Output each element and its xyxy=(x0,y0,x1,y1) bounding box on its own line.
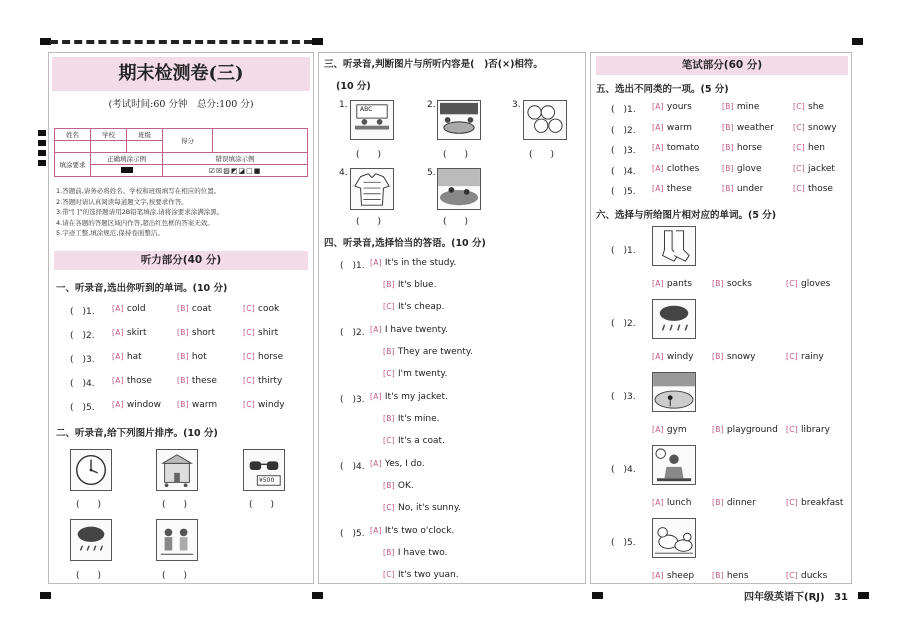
picture-number: 2. xyxy=(427,100,436,110)
option-text: weather xyxy=(736,122,774,133)
option-text: Yes, I do. xyxy=(384,459,425,469)
answer-option[interactable] xyxy=(243,304,279,314)
side-marks xyxy=(38,130,48,166)
option-text: dinner xyxy=(726,498,756,508)
answer-option[interactable] xyxy=(652,184,692,194)
option-text: skirt xyxy=(126,328,147,338)
answer-blank[interactable]: ( )2. xyxy=(340,328,365,338)
answer-option[interactable] xyxy=(383,302,445,312)
answer-blank[interactable]: ( )1. xyxy=(611,105,636,115)
option-letter: [C] xyxy=(383,570,395,579)
answer-blank[interactable]: ( )2. xyxy=(70,331,95,341)
class-field[interactable] xyxy=(127,141,163,153)
answer-option[interactable] xyxy=(112,352,142,362)
option-letter: [B] xyxy=(712,498,724,507)
option-text: mine xyxy=(736,102,760,112)
option-letter: [A] xyxy=(652,279,664,288)
option-text: playground xyxy=(726,425,778,435)
option-text: sheep xyxy=(666,571,695,581)
option-letter: [B] xyxy=(383,414,395,423)
answer-option[interactable] xyxy=(786,352,824,362)
answer-option[interactable] xyxy=(786,498,843,508)
option-text: windy xyxy=(258,400,285,410)
section-1-title: 一、听录音,选出你听到的单词。(10 分) xyxy=(56,283,228,294)
option-letter: [B] xyxy=(722,143,734,152)
option-letter: [B] xyxy=(177,400,189,409)
wrong-example-label: 错误填涂示例 xyxy=(163,153,308,165)
picture-number: 4. xyxy=(339,168,348,178)
answer-blank[interactable]: ( ) xyxy=(443,150,469,160)
option-letter: [C] xyxy=(383,302,395,311)
answer-blank[interactable]: ( )4. xyxy=(611,465,636,475)
option-text: window xyxy=(126,400,162,410)
option-text: clothes xyxy=(666,163,700,174)
answer-option[interactable] xyxy=(177,376,217,386)
dinner-table-picture xyxy=(437,100,481,140)
registration-mark xyxy=(312,38,323,45)
page-number: 31 xyxy=(834,592,848,603)
answer-option[interactable] xyxy=(383,481,414,491)
answer-option[interactable] xyxy=(177,304,211,314)
answer-option[interactable] xyxy=(243,328,278,338)
page-footer xyxy=(744,588,848,603)
answer-option[interactable] xyxy=(793,123,837,133)
option-text: OK. xyxy=(397,481,414,491)
option-text: thirty xyxy=(258,376,283,386)
socks-picture xyxy=(652,226,696,266)
option-letter: [B] xyxy=(383,280,395,289)
answer-option[interactable] xyxy=(370,392,448,402)
correct-fill-swatch xyxy=(121,167,133,173)
instruction-item: 4.请在各题的答题区域内作答,超出红色框的答案无效。 xyxy=(56,218,214,227)
answer-option[interactable] xyxy=(370,526,454,536)
option-text: coat xyxy=(191,304,212,314)
answer-blank[interactable]: ( ) xyxy=(162,571,188,581)
instruction-item: 5.字迹工整,填涂规范,保持卷面整洁。 xyxy=(56,229,164,237)
answer-option[interactable] xyxy=(722,143,762,153)
answer-blank[interactable]: ( )1. xyxy=(70,307,95,317)
option-letter: [A] xyxy=(652,425,664,434)
option-letter: [B] xyxy=(383,347,395,356)
option-text: rainy xyxy=(801,352,824,362)
option-text: It's two yuan. xyxy=(398,570,459,580)
name-label: 姓名 xyxy=(55,129,91,141)
answer-option[interactable] xyxy=(112,304,146,314)
fill-requirement-label: 填涂要求 xyxy=(55,153,91,177)
answer-blank[interactable]: ( )1. xyxy=(340,261,365,271)
answer-blank[interactable]: ( ) xyxy=(529,150,555,160)
answer-option[interactable] xyxy=(652,498,691,508)
option-letter: [A] xyxy=(112,376,124,385)
breakfast-picture xyxy=(652,445,696,485)
exam-time: (考试时间:60 分钟 总分:100 分) xyxy=(108,99,254,110)
option-letter: [C] xyxy=(243,328,255,337)
answer-option[interactable] xyxy=(243,376,282,386)
option-letter: [B] xyxy=(712,571,724,580)
option-letter: [B] xyxy=(722,102,734,111)
picture-number: 1. xyxy=(339,100,348,110)
answer-option[interactable] xyxy=(652,123,692,133)
instructions xyxy=(56,186,306,239)
listening-section-header: 听力部分(40 分) xyxy=(54,251,308,270)
answer-option[interactable] xyxy=(712,498,756,508)
answer-blank[interactable]: ( )4. xyxy=(70,379,95,389)
answer-option[interactable] xyxy=(383,548,447,558)
option-text: windy xyxy=(666,352,694,362)
answer-option[interactable] xyxy=(793,164,835,174)
option-letter: [C] xyxy=(243,304,255,313)
school-label: 学校 xyxy=(91,129,127,141)
option-text: They are twenty. xyxy=(397,347,473,357)
option-text: hat xyxy=(126,352,142,362)
page-title: 期末检测卷(三) xyxy=(52,57,310,91)
option-text: horse xyxy=(258,352,284,362)
blackboard-text: ABC xyxy=(360,106,373,113)
option-letter: [B] xyxy=(722,184,734,193)
answer-option[interactable] xyxy=(793,184,833,194)
option-text: cold xyxy=(126,304,146,314)
answer-option[interactable] xyxy=(370,459,425,469)
option-letter: [A] xyxy=(370,325,382,334)
option-text: It's cheap. xyxy=(398,302,445,312)
wrong-fill-swatches: ☑☒▨◩◪□■ xyxy=(208,166,262,175)
registration-mark xyxy=(40,592,51,599)
writing-section-header: 笔试部分(60 分) xyxy=(596,56,848,75)
score-label: 得分 xyxy=(163,129,213,153)
rain-cloud-picture xyxy=(652,299,696,339)
option-letter: [B] xyxy=(383,548,395,557)
answer-blank[interactable]: ( ) xyxy=(249,500,275,510)
option-letter: [A] xyxy=(112,352,124,361)
clock-picture xyxy=(70,449,112,491)
option-text: hot xyxy=(191,352,207,362)
option-text: It's two o'clock. xyxy=(384,526,455,536)
answer-option[interactable] xyxy=(370,258,456,268)
answer-blank[interactable]: ( ) xyxy=(162,500,188,510)
option-letter: [A] xyxy=(370,459,382,468)
option-text: I'm twenty. xyxy=(398,369,448,379)
answer-blank[interactable]: ( )2. xyxy=(611,125,636,136)
answer-blank[interactable]: ( )3. xyxy=(611,392,636,402)
answer-option[interactable] xyxy=(112,400,161,410)
ducks-picture xyxy=(652,518,696,558)
option-letter: [C] xyxy=(793,163,805,173)
option-letter: [A] xyxy=(370,258,382,267)
option-text: gym xyxy=(666,425,687,435)
option-letter: [C] xyxy=(243,352,255,361)
option-letter: [A] xyxy=(112,304,124,313)
answer-option[interactable] xyxy=(652,164,699,174)
answer-blank[interactable]: ( ) xyxy=(356,217,382,227)
answer-option[interactable] xyxy=(383,347,473,357)
children-scene-picture xyxy=(156,519,198,561)
answer-option[interactable] xyxy=(177,328,215,338)
option-text: No, it's sunny. xyxy=(398,503,461,513)
registration-mark xyxy=(312,592,323,599)
option-text: warm xyxy=(191,400,218,410)
answer-option[interactable] xyxy=(786,571,827,581)
option-letter: [A] xyxy=(370,526,382,535)
option-text: It's a coat. xyxy=(398,436,445,446)
option-text: hen xyxy=(808,143,825,153)
answer-option[interactable] xyxy=(722,184,763,194)
option-text: these xyxy=(191,376,217,386)
option-text: shirt xyxy=(258,328,279,338)
option-text: I have two. xyxy=(397,548,448,558)
answer-option[interactable] xyxy=(652,571,694,581)
option-letter: [B] xyxy=(383,481,395,490)
option-text: under xyxy=(736,184,764,194)
answer-option[interactable] xyxy=(712,279,752,289)
option-text: tomato xyxy=(666,143,700,153)
answer-option[interactable] xyxy=(652,425,687,435)
option-letter: [A] xyxy=(652,498,664,507)
farm-scene-picture xyxy=(156,449,198,491)
option-text: warm xyxy=(666,122,693,133)
option-letter: [A] xyxy=(652,163,664,173)
classroom-picture xyxy=(350,100,394,140)
option-letter: [A] xyxy=(370,392,382,401)
option-letter: [B] xyxy=(177,328,189,337)
option-text: ducks xyxy=(801,571,828,581)
registration-mark xyxy=(592,592,603,599)
picture-number: 3. xyxy=(512,100,521,110)
option-text: hens xyxy=(726,571,749,581)
answer-option[interactable] xyxy=(722,164,762,174)
option-letter: [B] xyxy=(722,122,734,132)
correct-example-label: 正确填涂示例 xyxy=(91,153,163,165)
answer-blank[interactable]: ( ) xyxy=(443,217,469,227)
playground-picture xyxy=(437,168,481,210)
answer-blank[interactable]: ( ) xyxy=(76,571,102,581)
name-field[interactable] xyxy=(55,141,91,153)
option-letter: [B] xyxy=(712,352,724,361)
option-letter: [A] xyxy=(652,102,664,111)
option-letter: [B] xyxy=(722,163,734,173)
sweater-picture xyxy=(350,168,394,210)
answer-option[interactable] xyxy=(786,425,830,435)
answer-option[interactable] xyxy=(722,123,774,133)
answer-option[interactable] xyxy=(722,102,759,112)
option-letter: [B] xyxy=(712,425,724,434)
answer-option[interactable] xyxy=(177,400,217,410)
option-letter: [A] xyxy=(652,571,664,580)
answer-blank[interactable]: ( ) xyxy=(356,150,382,160)
option-text: jacket xyxy=(808,163,835,174)
option-text: horse xyxy=(736,143,763,153)
option-text: It's blue. xyxy=(397,280,437,290)
picture-number: 5. xyxy=(427,168,436,178)
section-5-title: 五、选出不同类的一项。(5 分) xyxy=(596,84,729,95)
section-6-title: 六、选择与所给图片相对应的单词。(5 分) xyxy=(596,210,777,221)
option-text: snowy xyxy=(726,352,756,362)
section-3-score: (10 分) xyxy=(336,81,371,92)
tear-line xyxy=(50,40,312,44)
instruction-item: 2.答题时请认真阅读每道题文字,按要求作答。 xyxy=(56,197,188,206)
option-text: I have twenty. xyxy=(384,325,448,335)
option-text: those xyxy=(808,184,833,194)
option-letter: [B] xyxy=(177,352,189,361)
answer-option[interactable] xyxy=(383,436,445,446)
option-text: library xyxy=(801,425,830,435)
section-2-title: 二、听录音,给下列图片排序。(10 分) xyxy=(56,428,218,439)
option-text: those xyxy=(126,376,152,386)
option-letter: [A] xyxy=(112,328,124,337)
answer-option[interactable] xyxy=(652,102,692,112)
answer-option[interactable] xyxy=(383,369,447,379)
answer-blank[interactable]: ( )4. xyxy=(611,166,636,177)
playground-track-picture xyxy=(652,372,696,412)
option-text: lunch xyxy=(666,498,692,508)
instruction-item: 1.答题前,请务必将姓名、学校和班级填写在相应的位置。 xyxy=(56,187,221,195)
option-letter: [B] xyxy=(177,376,189,385)
option-letter: [C] xyxy=(786,279,798,288)
option-letter: [C] xyxy=(793,184,805,193)
answer-blank[interactable]: ( )5. xyxy=(70,403,95,413)
option-letter: [C] xyxy=(793,122,805,132)
answer-option[interactable] xyxy=(177,352,207,362)
option-text: yours xyxy=(666,102,692,112)
answer-option[interactable] xyxy=(243,352,283,362)
answer-option[interactable] xyxy=(652,279,692,289)
option-text: breakfast xyxy=(801,498,844,508)
answer-option[interactable] xyxy=(383,414,439,424)
option-letter: [A] xyxy=(652,184,664,193)
option-text: socks xyxy=(726,279,752,289)
answer-option[interactable] xyxy=(112,328,147,338)
option-letter: [C] xyxy=(786,425,798,434)
answer-option[interactable] xyxy=(652,352,694,362)
option-text: It's in the study. xyxy=(384,258,457,268)
option-text: It's mine. xyxy=(397,414,440,424)
class-label: 班级 xyxy=(127,129,163,141)
answer-option[interactable] xyxy=(793,102,824,112)
answer-blank[interactable]: ( )3. xyxy=(340,395,365,405)
option-letter: [A] xyxy=(652,352,664,361)
option-letter: [B] xyxy=(712,279,724,288)
option-letter: [C] xyxy=(383,436,395,445)
answer-option[interactable] xyxy=(112,376,152,386)
answer-blank[interactable]: ( )5. xyxy=(611,187,636,197)
option-letter: [C] xyxy=(243,400,255,409)
price-tag: ¥500 xyxy=(259,477,275,484)
answer-option[interactable] xyxy=(652,143,699,153)
option-letter: [C] xyxy=(243,376,255,385)
score-field[interactable] xyxy=(213,129,308,153)
option-text: glove xyxy=(736,163,762,174)
registration-mark xyxy=(852,38,863,45)
option-text: snowy xyxy=(808,122,837,133)
answer-blank[interactable]: ( )5. xyxy=(340,529,365,539)
answer-option[interactable] xyxy=(712,425,778,435)
answer-blank[interactable]: ( )3. xyxy=(611,146,636,156)
answer-option[interactable] xyxy=(370,325,448,335)
option-text: these xyxy=(666,184,692,194)
rainy-cloud-picture xyxy=(70,519,112,561)
answer-blank[interactable]: ( )1. xyxy=(611,246,636,256)
answer-option[interactable] xyxy=(383,503,461,513)
option-letter: [A] xyxy=(652,122,664,132)
answer-option[interactable] xyxy=(383,570,459,580)
option-text: It's my jacket. xyxy=(384,392,448,402)
answer-option[interactable] xyxy=(786,279,830,289)
section-3-title: 三、听录音,判断图片与所听内容是( )否(×)相符。 xyxy=(324,59,543,70)
answer-blank[interactable]: ( )3. xyxy=(70,355,95,365)
option-text: cook xyxy=(258,304,280,314)
student-info-table xyxy=(54,128,308,177)
book-label: 四年级英语下(RJ) xyxy=(744,592,825,603)
option-letter: [B] xyxy=(177,304,189,313)
registration-mark xyxy=(858,592,869,599)
instruction-item: 3.带“[ ]”的选择题请用2B铅笔填涂,请将涂要求涂满涂黑。 xyxy=(56,208,224,216)
option-letter: [C] xyxy=(786,352,798,361)
answer-option[interactable] xyxy=(712,352,756,362)
option-letter: [C] xyxy=(786,498,798,507)
answer-option[interactable] xyxy=(383,280,436,290)
option-text: she xyxy=(808,102,824,112)
answer-blank[interactable]: ( )4. xyxy=(340,462,365,472)
option-letter: [C] xyxy=(793,102,805,111)
option-text: short xyxy=(191,328,216,338)
sunglasses-price-picture xyxy=(243,449,285,491)
option-text: pants xyxy=(666,279,693,289)
school-field[interactable] xyxy=(91,141,127,153)
tomatoes-picture xyxy=(523,100,567,140)
option-letter: [C] xyxy=(786,571,798,580)
option-text: gloves xyxy=(801,279,831,289)
option-letter: [C] xyxy=(383,369,395,378)
option-letter: [C] xyxy=(383,503,395,512)
answer-blank[interactable]: ( )2. xyxy=(611,319,636,329)
option-letter: [C] xyxy=(793,143,805,152)
section-4-title: 四、听录音,选择恰当的答语。(10 分) xyxy=(324,238,486,249)
answer-option[interactable] xyxy=(712,571,749,581)
option-letter: [A] xyxy=(112,400,124,409)
answer-option[interactable] xyxy=(243,400,285,410)
answer-option[interactable] xyxy=(793,143,825,153)
answer-blank[interactable]: ( ) xyxy=(76,500,102,510)
option-letter: [A] xyxy=(652,143,664,152)
answer-blank[interactable]: ( )5. xyxy=(611,538,636,548)
